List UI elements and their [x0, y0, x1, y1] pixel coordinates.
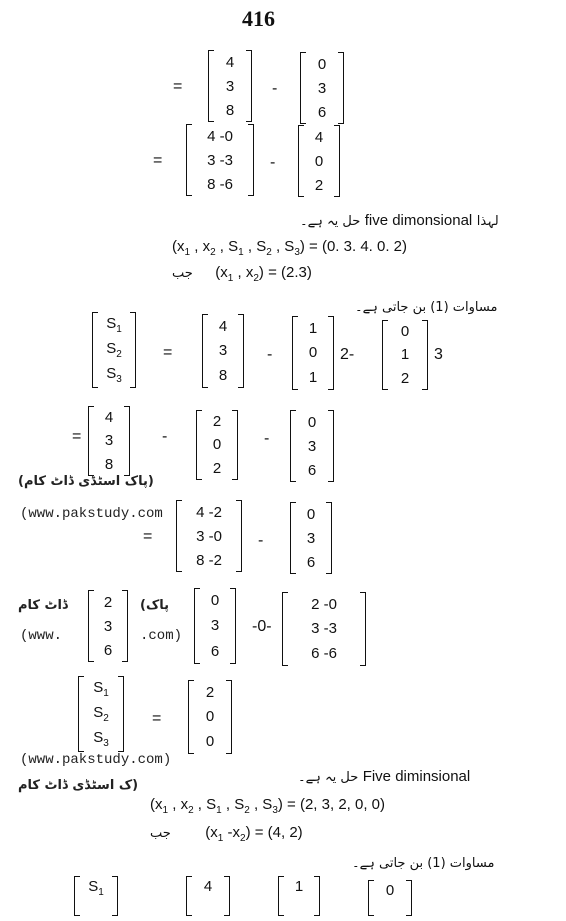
- equals-sign: =: [143, 528, 153, 545]
- matrix-cell: 6 -6: [311, 645, 337, 663]
- matrix-cell: 0: [314, 152, 324, 170]
- urdu-text: لہذا: [476, 214, 499, 229]
- matrix-cell: 0: [212, 436, 222, 454]
- matrix-cell: 8: [225, 101, 235, 119]
- watermark-url: .com): [140, 628, 183, 644]
- urdu-text: حل یہ ہے۔: [300, 214, 361, 229]
- matrix: [88, 406, 130, 476]
- operator: -0-: [252, 618, 272, 635]
- matrix: [92, 312, 136, 388]
- matrix-cell: 6: [103, 641, 113, 659]
- matrix-cell: $S_1$: [93, 678, 109, 699]
- matrix-cell: 2: [205, 683, 215, 701]
- matrix-cell: 3: [307, 437, 317, 455]
- minus-sign: -: [258, 532, 264, 549]
- matrix-cell: 2: [212, 459, 222, 477]
- minus-sign: -: [267, 346, 273, 363]
- matrix: [208, 50, 252, 122]
- condition-line: جب ($x_1$ $-x_2) = (4$, 2): [150, 824, 303, 844]
- matrix: [188, 680, 232, 754]
- equals-sign: =: [152, 710, 162, 727]
- equals-sign: =: [153, 152, 163, 169]
- matrix-cell: 0: [306, 505, 316, 523]
- matrix-cell: 1: [294, 878, 304, 895]
- matrix: [278, 876, 320, 916]
- matrix-cell: 1: [308, 319, 318, 337]
- matrix: [298, 125, 340, 197]
- solution-heading: [298, 768, 470, 786]
- matrix-cell: 2 -0: [311, 595, 337, 613]
- matrix-cell: 8 -6: [207, 175, 233, 193]
- page-number: 416: [242, 6, 275, 31]
- matrix-cell: 4 -0: [207, 127, 233, 145]
- watermark-urdu: ک اسٹڈی ڈاٹ کام): [18, 778, 139, 793]
- matrix-cell: 1: [308, 369, 318, 387]
- minus-sign: -: [272, 80, 278, 97]
- matrix-cell: 0: [210, 592, 220, 610]
- matrix-cell: 1: [400, 346, 410, 364]
- matrix: [290, 502, 332, 574]
- matrix-cell: 0: [400, 323, 410, 341]
- matrix-cell: 4 -2: [196, 503, 222, 521]
- matrix-cell: 4: [104, 409, 114, 427]
- matrix-cell: 4: [225, 53, 235, 71]
- matrix-cell: 0: [317, 55, 327, 73]
- urdu-text: حل یہ ہے۔: [298, 770, 359, 785]
- matrix-cell: 3: [218, 342, 228, 360]
- matrix-cell: 3: [210, 617, 220, 635]
- matrix-cell: 6: [317, 103, 327, 121]
- dimension-label: five dimonsional: [364, 212, 473, 229]
- matrix-cell: 3: [104, 432, 114, 450]
- matrix-cell: 3: [225, 77, 235, 95]
- matrix-cell: 3 -0: [196, 527, 222, 545]
- matrix-cell: 3: [103, 617, 113, 635]
- matrix-cell: 6: [307, 461, 317, 479]
- matrix-cell: $S_2$: [93, 703, 109, 724]
- section-heading: مساوات (1) بن جاتی ہے۔: [355, 300, 498, 315]
- matrix: [74, 876, 118, 916]
- watermark-urdu: (پاک: [140, 598, 170, 613]
- matrix: [382, 320, 428, 390]
- matrix-cell: 3: [306, 529, 316, 547]
- solution-heading: [300, 212, 499, 230]
- matrix-cell: 3 -3: [207, 151, 233, 169]
- matrix-cell: 2: [400, 369, 410, 387]
- matrix: [368, 880, 412, 916]
- solution-vector: ($x_1$ , $x_2$ , $S_1$ , $S_2$ , $S_3) = (2$, 3, 2, 0, 0): [150, 796, 386, 816]
- minus-sign: -: [270, 154, 276, 171]
- matrix-cell: 0: [307, 413, 317, 431]
- solution-values: = (2, 3, 2, 0, 0): [287, 796, 386, 813]
- matrix-cell: 4: [218, 317, 228, 335]
- matrix: [176, 500, 242, 572]
- solution-values: = (0. 3. 4. 0. 2): [309, 238, 408, 255]
- matrix-cell: 0: [385, 882, 395, 899]
- matrix-cell: 2: [103, 593, 113, 611]
- equals-sign: =: [173, 78, 183, 95]
- matrix: [78, 676, 124, 752]
- condition-line: جب ($x_1$ , $x_2) = (2.3)$: [172, 264, 312, 284]
- matrix-cell: 3: [317, 79, 327, 97]
- matrix-cell: 0: [205, 733, 215, 751]
- matrix-cell: $S_3$: [106, 365, 122, 386]
- matrix: [202, 314, 244, 388]
- urdu-text: جب: [150, 826, 171, 841]
- matrix-cell: 0: [205, 708, 215, 726]
- matrix-cell: 0: [308, 344, 318, 362]
- solution-vector: ($x_1$ , $x_2$ , $S_1$ , $S_2$ , $S_3) = (0$. 3. 4. 0. 2): [172, 238, 408, 258]
- matrix: [88, 590, 128, 662]
- matrix-cell: 4: [203, 878, 213, 895]
- watermark-url: (www.: [20, 628, 63, 644]
- matrix-cell: 8 -2: [196, 551, 222, 569]
- watermark-urdu: ڈاٹ کام: [18, 598, 68, 613]
- urdu-text: جب: [172, 266, 193, 281]
- watermark-url: (www.pakstudy.com: [20, 506, 163, 522]
- condition-values: = (2.3): [268, 264, 312, 281]
- coefficient: 2-: [340, 346, 355, 363]
- matrix-cell: 2: [212, 413, 222, 431]
- matrix-cell: 8: [104, 455, 114, 473]
- equals-sign: =: [163, 344, 173, 361]
- matrix: [282, 592, 366, 666]
- matrix: [292, 316, 334, 390]
- matrix: [194, 588, 236, 664]
- minus-sign: -: [264, 430, 270, 447]
- matrix-cell: $S_3$: [93, 729, 109, 750]
- matrix: [186, 876, 230, 916]
- matrix: [300, 52, 344, 124]
- matrix: [186, 124, 254, 196]
- minus-sign: -: [162, 428, 168, 445]
- watermark-url: (www.pakstudy.com): [20, 752, 172, 768]
- equals-sign: =: [72, 428, 82, 445]
- condition-values: = (4, 2): [254, 824, 303, 841]
- matrix-cell: $S_1$: [106, 314, 122, 335]
- matrix-cell: 2: [314, 176, 324, 194]
- coefficient: 3: [434, 346, 443, 363]
- matrix-cell: 6: [210, 642, 220, 660]
- matrix-cell: 6: [306, 553, 316, 571]
- matrix-cell: 3 -3: [311, 620, 337, 638]
- matrix: [290, 410, 334, 482]
- matrix: [196, 410, 238, 480]
- dimension-label: Five diminsional: [362, 768, 471, 785]
- matrix-cell: $S_2$: [106, 339, 122, 360]
- matrix-cell: 4: [314, 128, 324, 146]
- section-heading: مساوات (1) بن جاتی ہے۔: [352, 856, 495, 871]
- matrix-cell: 8: [218, 367, 228, 385]
- matrix-cell: $S_1$: [88, 878, 104, 898]
- watermark-urdu: (پاک اسٹڈی ڈاٹ کام): [18, 474, 154, 489]
